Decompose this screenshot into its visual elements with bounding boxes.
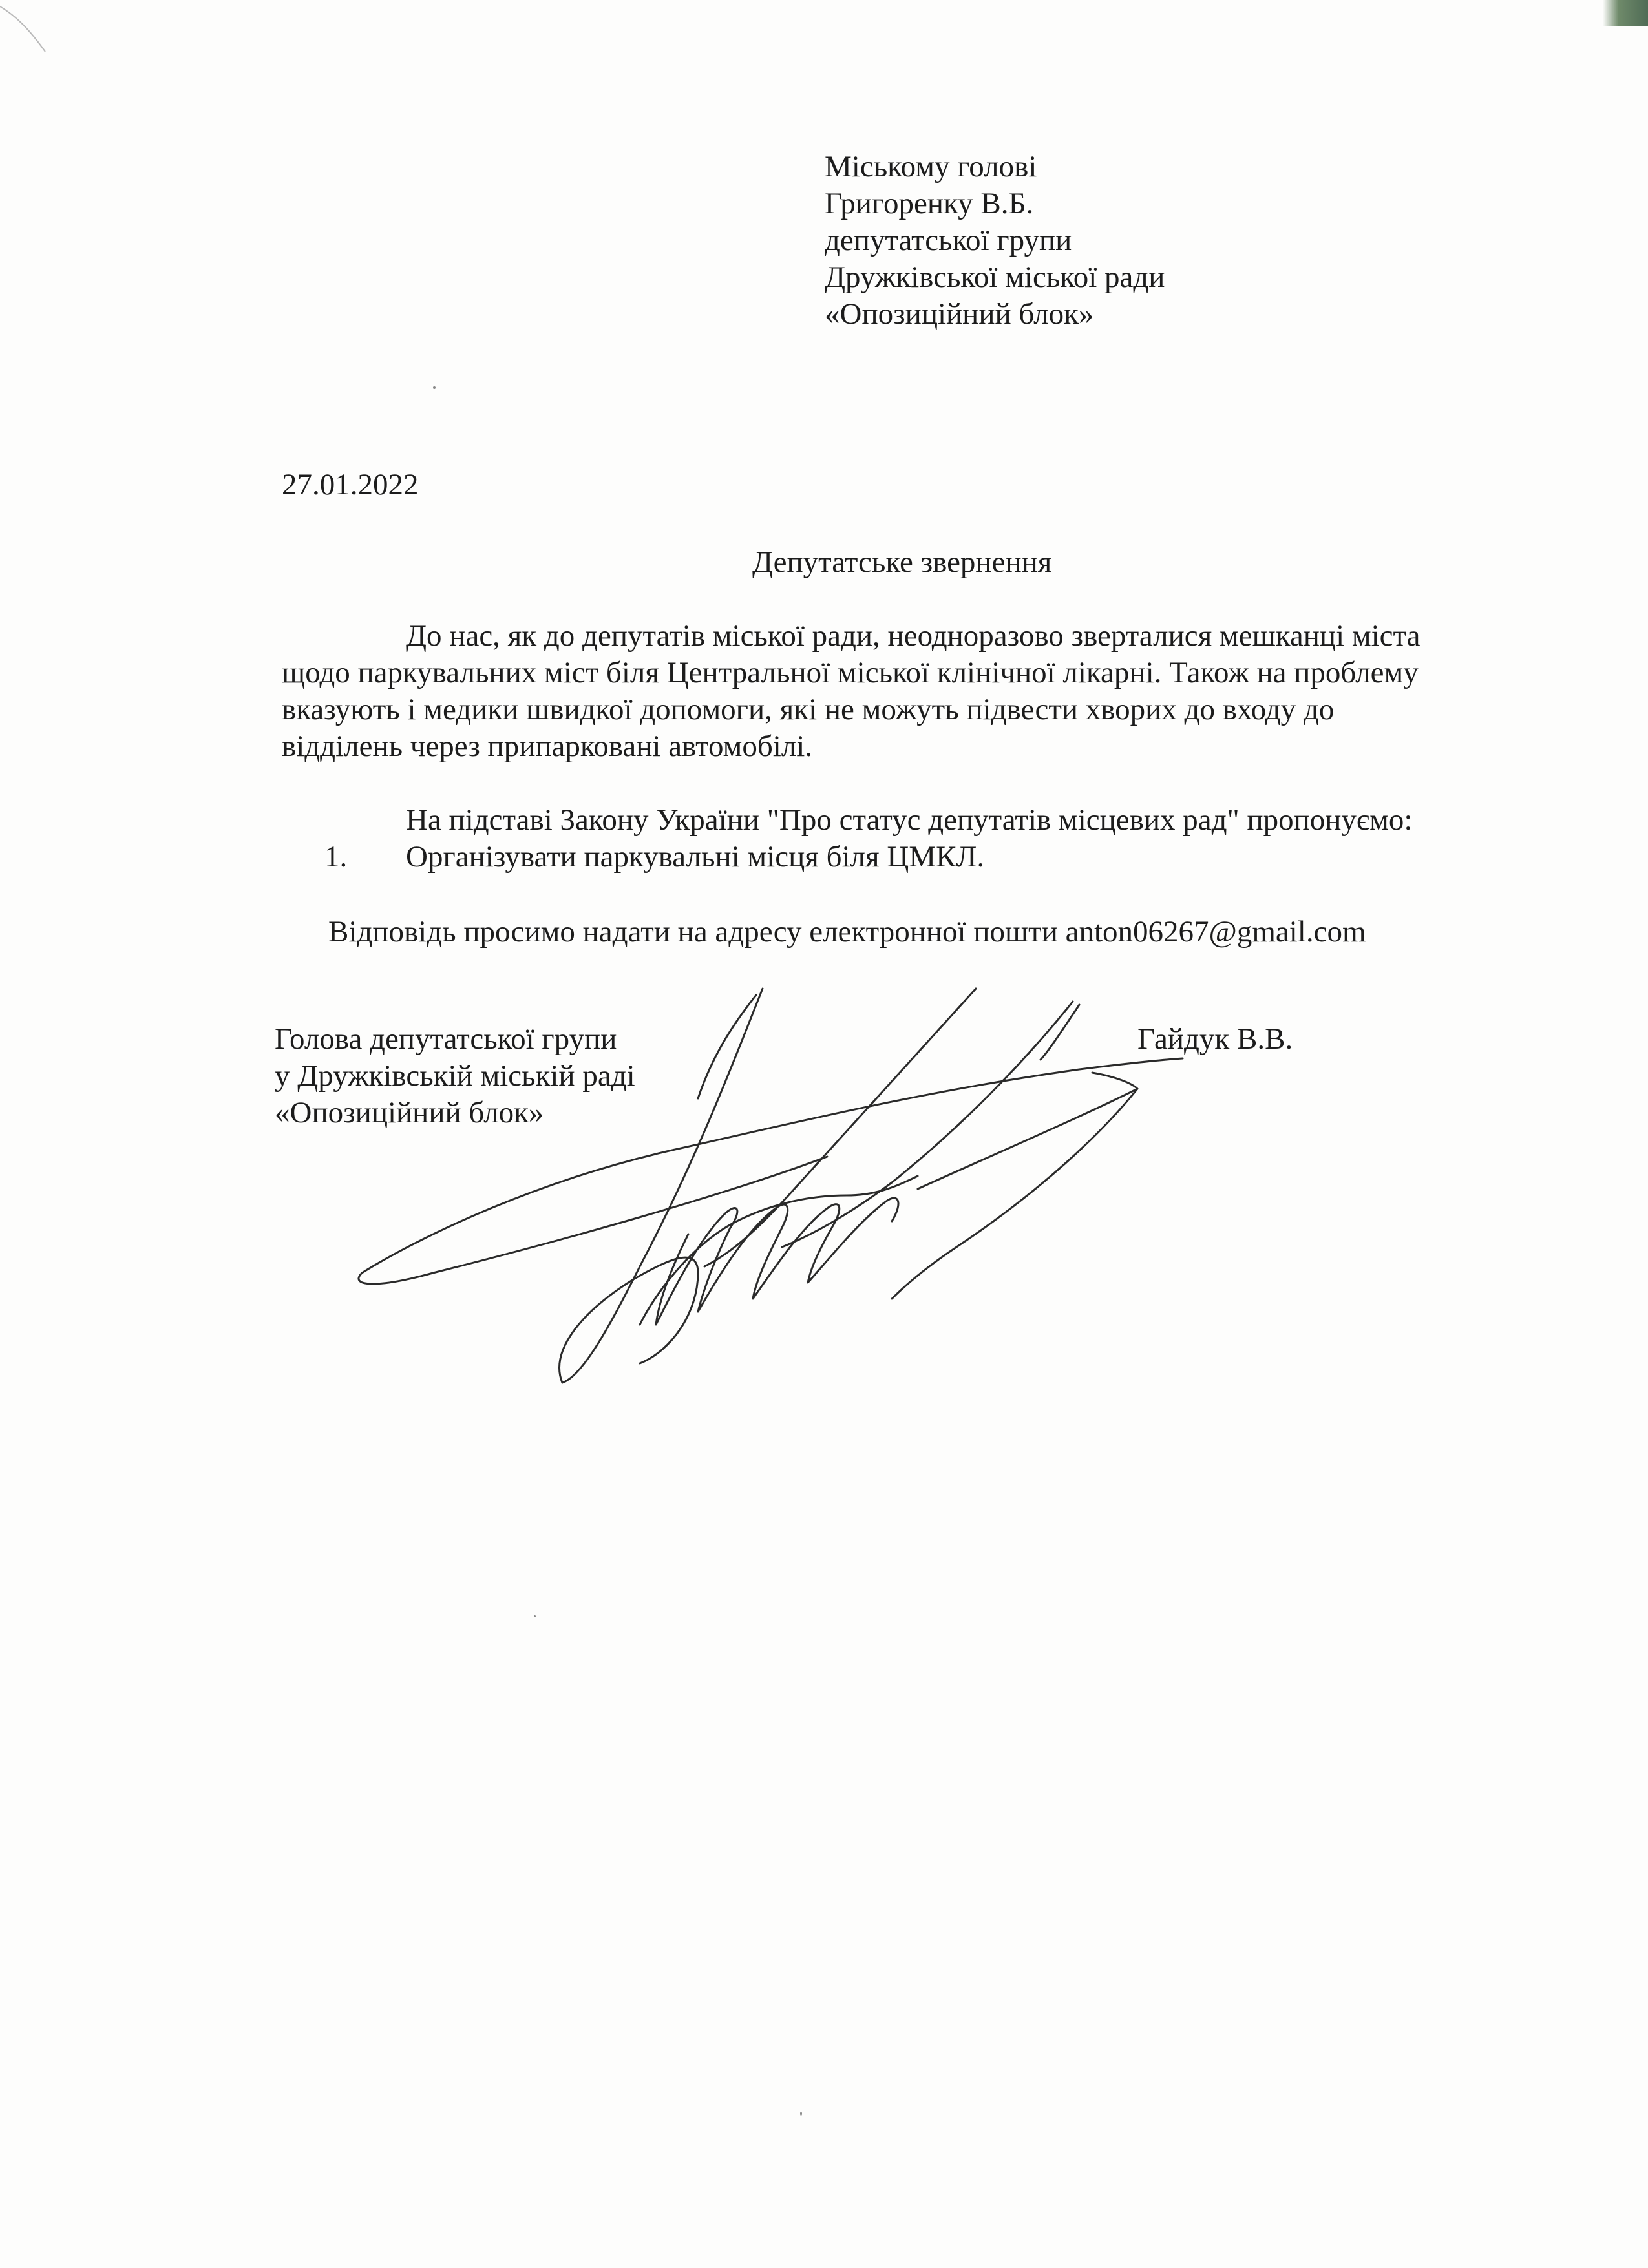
legal-basis-paragraph: На підставі Закону України "Про статус депутатів місцевих рад" пропонуємо: <box>406 803 1413 837</box>
document-date: 27.01.2022 <box>282 468 419 501</box>
reply-request: Відповідь просимо надати на адресу електронної пошти anton06267@gmail.com <box>328 915 1366 949</box>
signatory-name: Гайдук В.В. <box>1137 1022 1293 1056</box>
scan-speck <box>800 2112 802 2116</box>
body-line: щодо паркувальних міст біля Центральної міської клінічної лікарні. Також на проблему <box>282 656 1419 689</box>
scan-corner-mark <box>0 0 78 58</box>
list-item <box>282 839 1510 876</box>
scan-speck <box>433 386 436 389</box>
body-line: До нас, як до депутатів міської ради, неодноразово зверталися мешканці міста <box>406 619 1421 653</box>
signatory-line: у Дружківській міській раді <box>275 1059 635 1093</box>
document-body <box>282 618 1510 876</box>
addressee-block <box>825 149 1165 333</box>
addressee-line: Міському голові <box>825 150 1037 184</box>
addressee-line: Дружківської міської ради <box>825 260 1165 294</box>
scan-edge-mark <box>1603 0 1648 26</box>
handwritten-signature <box>336 963 1196 1402</box>
list-item-number: 1. <box>324 840 348 874</box>
signatory-line: Голова депутатської групи <box>275 1022 617 1056</box>
body-line: відділень через припарковані автомобілі. <box>282 730 813 763</box>
signatory-line: «Опозиційний блок» <box>275 1096 544 1129</box>
addressee-line: «Опозиційний блок» <box>825 297 1094 331</box>
list-item-text: Організувати паркувальні місця біля ЦМКЛ. <box>406 840 985 874</box>
addressee-line: депутатської групи <box>825 224 1072 257</box>
document-title: Депутатське звернення <box>752 545 1052 579</box>
addressee-line: Григоренку В.Б. <box>825 187 1034 220</box>
body-line: вказують і медики швидкої допомоги, які не можуть підвести хворих до входу до <box>282 693 1335 726</box>
scan-speck <box>534 1615 536 1617</box>
